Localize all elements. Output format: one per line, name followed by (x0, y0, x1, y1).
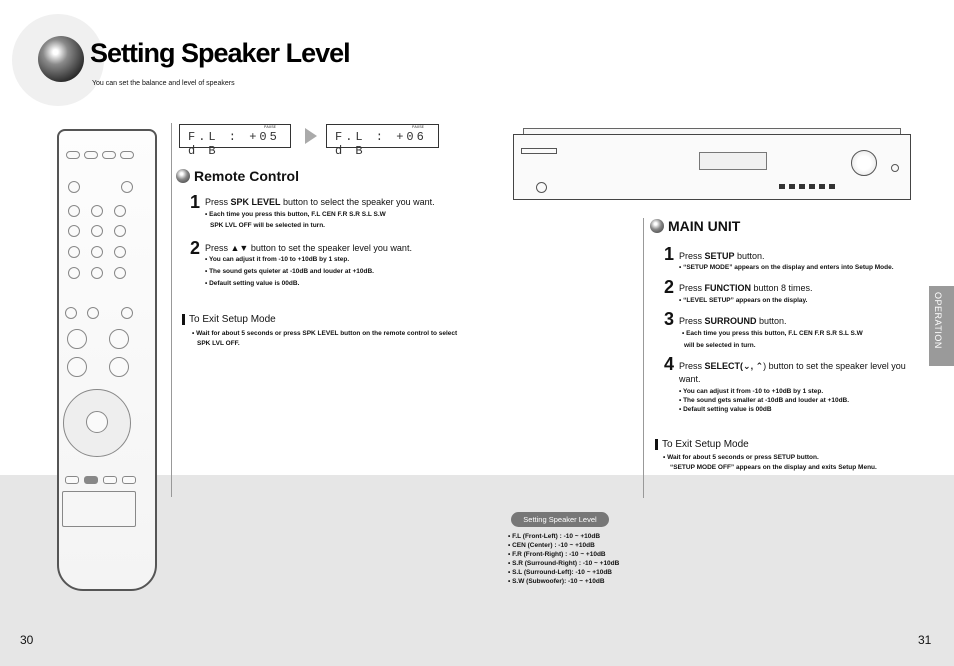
spec-item: • F.L (Front-Left) : -10 ~ +10dB (508, 533, 601, 540)
remote-key (103, 476, 117, 484)
remote-key (102, 151, 116, 159)
page-number-left: 30 (20, 633, 34, 647)
remote-key (121, 307, 133, 319)
chevron-down-up-icon: ⌄, ⌃ (743, 361, 764, 371)
step-note: • Default setting value is 00dB. (205, 280, 300, 287)
remote-key (114, 246, 126, 258)
lcd-tag: PAUSE (412, 126, 425, 130)
spec-item: • F.R (Front-Right) : -10 ~ +10dB (508, 551, 606, 558)
step-instruction: Press SPK LEVEL button to select the speaker you want. (205, 197, 435, 207)
remote-key (68, 225, 80, 237)
receiver-display (699, 152, 767, 170)
lcd-display-before (179, 124, 291, 158)
front-buttons-row (779, 184, 839, 189)
remote-control-illustration (57, 129, 157, 591)
section-bullet-icon (176, 169, 190, 183)
receiver-illustration (513, 128, 911, 202)
enter-button-icon (86, 411, 108, 433)
remote-key (65, 307, 77, 319)
remote-key (87, 307, 99, 319)
page-number-right: 31 (918, 633, 932, 647)
column-divider (643, 218, 644, 498)
sphere-logo-icon (38, 36, 84, 82)
spec-item: • S.L (Surround-Left): -10 ~ +10dB (508, 569, 612, 576)
spec-box-label: Setting Speaker Level (511, 512, 609, 527)
volume-down-icon (67, 357, 87, 377)
lcd-text: F.L : +05 d B (188, 130, 280, 158)
main-unit-heading (650, 218, 740, 234)
power-icon (536, 182, 547, 193)
remote-key (68, 246, 80, 258)
step-number: 1 (664, 244, 675, 264)
remote-key (114, 205, 126, 217)
tuning-up-icon (109, 329, 129, 349)
remote-key (84, 151, 98, 159)
step-instruction: Press SELECT(⌄, ⌃) button to set the speaker level you (679, 361, 906, 371)
remote-key (66, 151, 80, 159)
bar-icon (655, 439, 658, 450)
power-icon (68, 181, 80, 193)
volume-knob-icon (851, 150, 877, 176)
remote-key (68, 205, 80, 217)
step-note: • Default setting value is 00dB (679, 406, 772, 413)
page-subtitle: You can set the balance and level of speakers (92, 80, 235, 87)
exit-setup-heading: To Exit Setup Mode (182, 314, 276, 325)
arrow-right-icon (305, 128, 317, 144)
exit-note: • Wait for about 5 seconds or press SPK LEVEL button on the remote control to select (192, 330, 458, 337)
step-number: 1 (190, 192, 201, 212)
step-number: 2 (664, 277, 675, 297)
remote-key (91, 205, 103, 217)
step-instruction: Press SURROUND button. (679, 316, 787, 326)
step-note: • You can adjust it from -10 to +10dB by 1 step. (679, 388, 824, 395)
step-note: • The sound gets smaller at -10dB and louder at +10dB. (679, 397, 850, 404)
remote-key (114, 267, 126, 279)
step-note: • Each time you press this button, F.L CEN F.R S.R S.L S.W (205, 211, 386, 218)
step-number: 3 (664, 309, 675, 329)
section-bullet-icon (650, 219, 664, 233)
exit-note: SPK LVL OFF. (197, 340, 240, 347)
exit-note: “SETUP MODE OFF” appears on the display and exits Setup Menu. (670, 464, 877, 471)
volume-up-icon (67, 329, 87, 349)
step-instruction: Press SETUP button. (679, 251, 765, 261)
step-instruction: Press ▲▼ button to set the speaker level you want. (205, 243, 412, 253)
exit-setup-heading: To Exit Setup Mode (655, 439, 749, 450)
brand-logo (521, 148, 557, 154)
remote-key (120, 151, 134, 159)
step-instruction: Press FUNCTION button 8 times. (679, 283, 813, 293)
remote-key (114, 225, 126, 237)
step-note: • Each time you press this button, F.L CEN F.R S.R S.L S.W (682, 330, 863, 337)
operation-tab-label: OPERATION (933, 292, 943, 349)
section-title: MAIN UNIT (668, 218, 741, 234)
lcd-text: F.L : +06 d B (335, 130, 427, 158)
column-divider (171, 123, 172, 497)
section-title: Remote Control (194, 168, 299, 184)
step-instruction-cont: want. (679, 374, 701, 384)
step-number: 2 (190, 238, 201, 258)
remote-key (121, 181, 133, 193)
step-note: • “LEVEL SETUP” appears on the display. (679, 297, 808, 304)
exit-note: • Wait for about 5 seconds or press SETUP button. (663, 454, 819, 461)
bar-icon (182, 314, 185, 325)
step-note: SPK LVL OFF will be selected in turn. (210, 222, 325, 229)
remote-control-heading (176, 168, 299, 184)
headphone-jack-icon (891, 164, 899, 172)
remote-key (65, 476, 79, 484)
page-title: Setting Speaker Level (90, 38, 350, 68)
step-note: • The sound gets quieter at -10dB and louder at +10dB. (205, 268, 374, 275)
remote-key (91, 267, 103, 279)
step-note: • You can adjust it from -10 to +10dB by 1 step. (205, 256, 350, 263)
lcd-display-after (326, 124, 439, 158)
spec-item: • CEN (Center) : -10 ~ +10dB (508, 542, 595, 549)
lcd-tag: PAUSE (264, 126, 277, 130)
spec-item: • S.W (Subwoofer): -10 ~ +10dB (508, 578, 605, 585)
step-note: will be selected in turn. (684, 342, 756, 349)
spec-item: • S.R (Surround-Right) : -10 ~ +10dB (508, 560, 620, 567)
remote-key (68, 267, 80, 279)
spk-level-key (84, 476, 98, 484)
remote-key (91, 246, 103, 258)
step-note: • “SETUP MODE” appears on the display and enters into Setup Mode. (679, 264, 894, 271)
step-number: 4 (664, 354, 675, 374)
remote-lower-panel (62, 491, 136, 527)
tuning-down-icon (109, 357, 129, 377)
remote-key (122, 476, 136, 484)
remote-key (91, 225, 103, 237)
